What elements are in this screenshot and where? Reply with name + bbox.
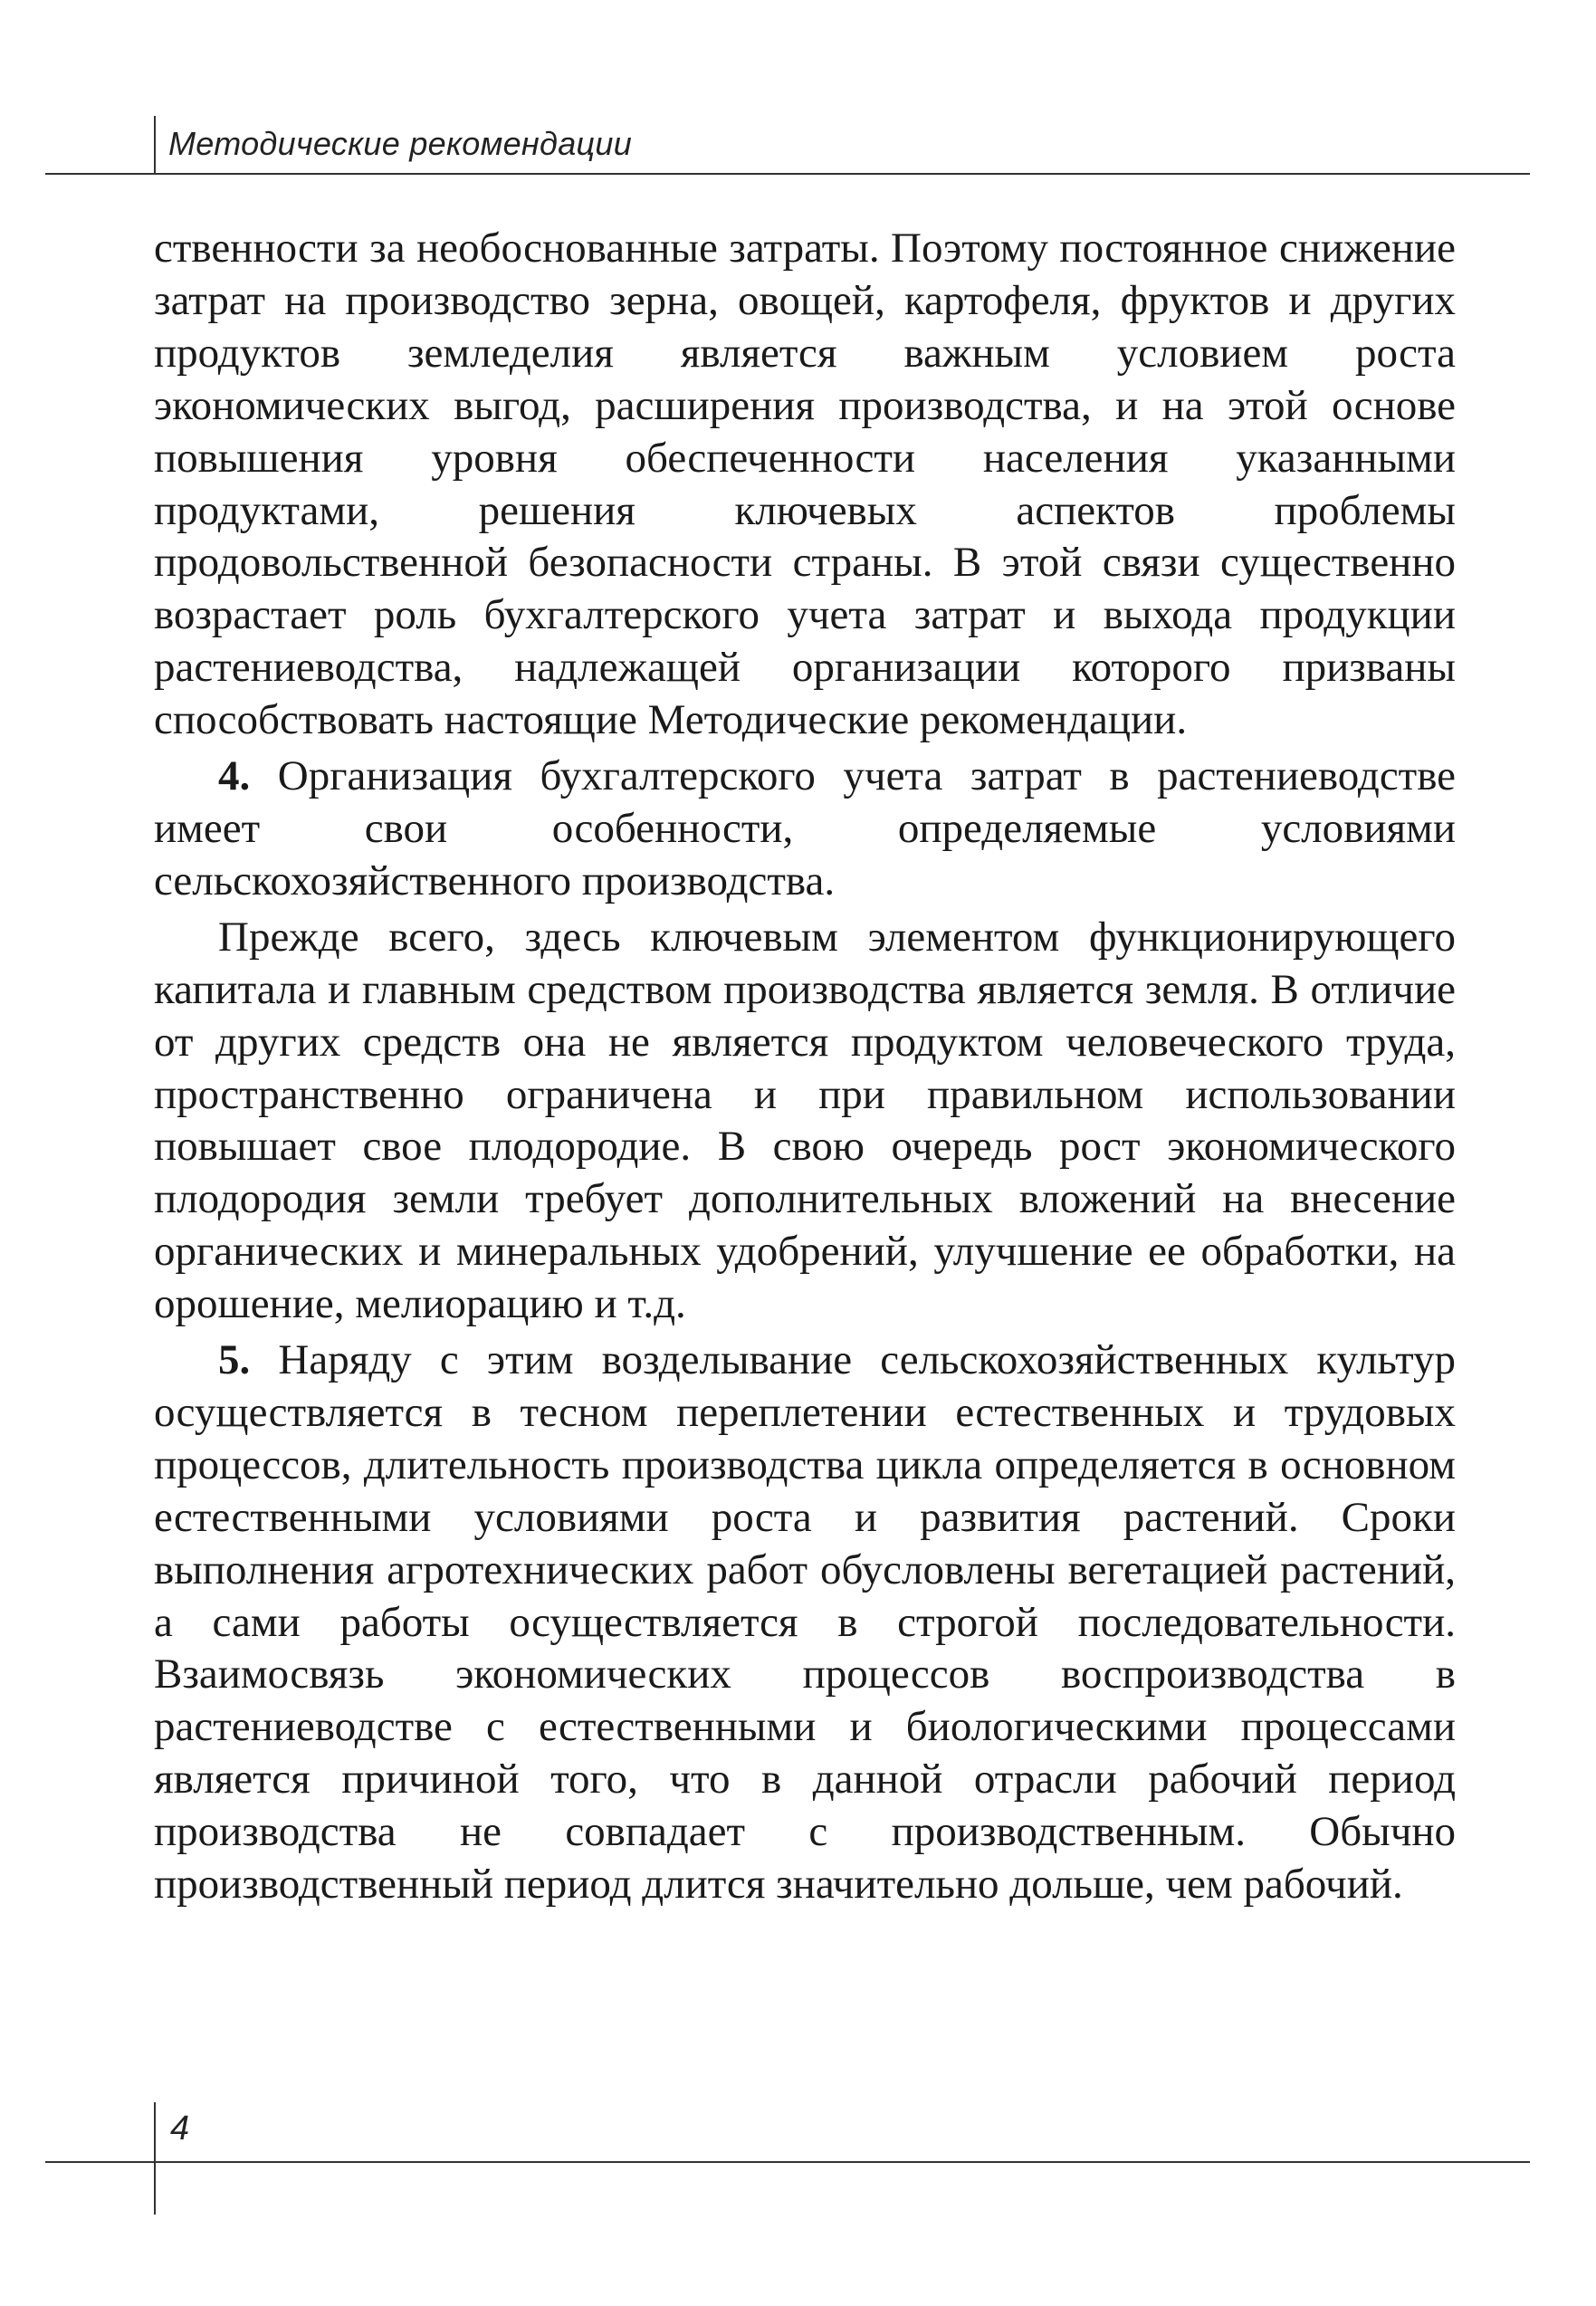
item-number: 5.	[218, 1336, 251, 1384]
paragraph-text: Организация бухгалтерского учета затрат в растениеводстве имеет свои особенности, определяемые условиями сельскохозяйственного производства.	[154, 752, 1456, 904]
page-number: 4	[170, 2110, 190, 2148]
paragraph-text: Наряду с этим возделывание сельскохозяйственных культур осуществляется в тесном переплетении естественных и трудовых процессов, длительность производства цикла определяется в основном естественными условиями роста и развития растений. Сроки выполнения агротехнических работ обусловлены вегетацией растений, а сами работы осуществляется в строгой последовательности. Взаимосвязь экономических процессов воспроизводства в растениеводстве с естественными и биологическими процессами является причиной того, что в данной отрасли рабочий период производства не совпадает с производственным. Обычно производственный период длится значительно дольше, чем рабочий.	[154, 1336, 1456, 1909]
paragraph-item-5	[154, 1335, 1456, 1911]
running-title: Методические рекомендации	[168, 125, 633, 162]
header-tick	[154, 116, 156, 174]
body-text	[154, 223, 1456, 1915]
paragraph-item-4	[154, 751, 1456, 908]
paragraph-continuation: ственности за необоснованные затраты. Поэтому постоянное снижение затрат на производство зерна, овощей, картофеля, фруктов и других продуктов земледелия является важным условием роста экономических выгод, расширения производства, и на этой основе повышения уровня обеспеченности населения указанными продуктами, решения ключевых аспектов проблемы продовольственной безопасности страны. В этой связи существенно возрастает роль бухгалтерского учета затрат и выхода продукции растениеводства, надлежащей организации которого призваны способствовать настоящие Методические рекомендации.	[154, 225, 1456, 744]
item-number: 4.	[218, 752, 251, 800]
footer-rule	[45, 2161, 1530, 2163]
header-rule	[45, 173, 1530, 175]
footer-tick	[154, 2102, 156, 2215]
paragraph-land: Прежде всего, здесь ключевым элементом функционирующего капитала и главным средством производства является земля. В отличие от других средств она не является продуктом человеческого труда, пространственно ограничена и при правильном использовании повышает свое плодородие. В свою очередь рост экономического плодородия земли требует дополнительных вложений на внесение органических и минеральных удобрений, улучшение ее обработки, на орошение, мелиорацию и т.д.	[154, 913, 1456, 1328]
